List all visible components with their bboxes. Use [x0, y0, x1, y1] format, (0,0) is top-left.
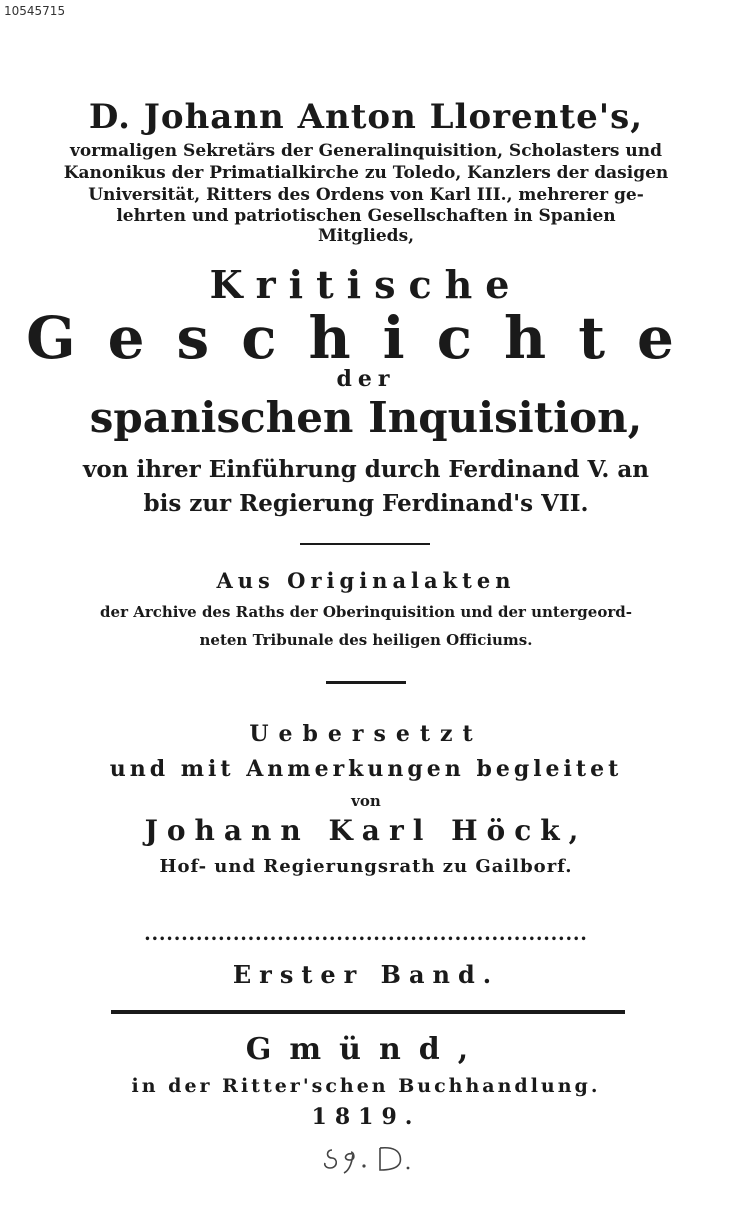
translation-line-2: und mit Anmerkungen begleitet [109, 756, 623, 782]
divider-rule [326, 681, 406, 684]
author-description-line: lehrten und patriotischen Gesellschaften in Spanien [116, 206, 616, 226]
publication-year: 1819. [311, 1104, 421, 1130]
subtitle-line-1: von ihrer Einführung durch Ferdinand V. an [83, 456, 649, 483]
place-of-publication: Gmünd, [245, 1032, 487, 1067]
author-description-line: Kanonikus der Primatialkirche zu Toledo, Kanzlers der dasigen [63, 163, 669, 183]
ornament-row: •••••••••••••••••••••••••••••••••••••••••••••••••••••••••••• [144, 934, 588, 945]
scan-identifier: 10545715 [4, 4, 66, 18]
author-description-line: Mitglieds, [317, 226, 415, 246]
translation-line-1: Uebersetzt [249, 721, 483, 747]
source-line-2: neten Tribunale des heiligen Officiums. [199, 631, 533, 649]
volume-label: Erster Band. [232, 960, 500, 989]
source-heading: Aus Originalakten [216, 568, 516, 593]
title-der: der [336, 366, 396, 392]
author-line: D. Johann Anton Llorente's, [88, 97, 644, 137]
subtitle-line-2: bis zur Regierung Ferdinand's VII. [143, 490, 589, 517]
source-line-1: der Archive des Raths der Oberinquisition und der untergeord- [100, 603, 632, 621]
divider-rule [300, 543, 430, 545]
author-description-line: vormaligen Sekretärs der Generalinquisition, Scholasters und [69, 141, 663, 161]
divider-rule-heavy [111, 1010, 625, 1014]
publisher: in der Ritter'schen Buchhandlung. [131, 1075, 601, 1097]
title-kritische: Kritische [209, 262, 523, 307]
author-description-line: Universität, Ritters des Ordens von Karl III., mehrerer ge- [88, 185, 644, 205]
title-geschichte: Geschichte [26, 304, 706, 372]
title-spanischen-inquisition: spanischen Inquisition, [89, 393, 643, 442]
handwritten-shelfmark [320, 1140, 430, 1180]
translator-name: Johann Karl Höck, [144, 814, 588, 847]
translator-title: Hof- und Regierungsrath zu Gailborf. [159, 856, 573, 877]
translation-line-3: von [351, 792, 381, 810]
